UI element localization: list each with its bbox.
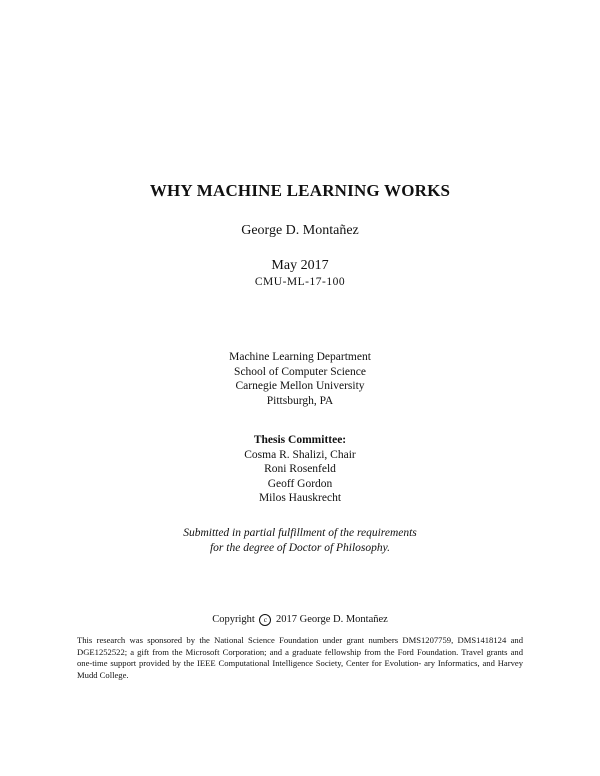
committee-member: Cosma R. Shalizi, Chair <box>244 448 356 461</box>
copyright-text: 2017 George D. Montañez <box>276 614 388 625</box>
thesis-title: WHY MACHINE LEARNING WORKS <box>149 181 451 200</box>
copyright-icon: c <box>259 614 271 626</box>
ack-line-3: Travel grants and one-time support provided by the IEEE Computational Intelligence Society, Center for Evolution- <box>77 646 523 668</box>
report-number: CMU-ML-17-100 <box>254 276 346 288</box>
affiliation-block <box>0 350 600 408</box>
location: Pittsburgh, PA <box>266 394 334 407</box>
copyright-prefix: Copyright <box>212 614 255 625</box>
department: Machine Learning Department <box>229 351 371 363</box>
submission-statement <box>0 526 600 555</box>
submission-line-1: Submitted in partial fulfillment of the requirements <box>183 527 417 539</box>
ack-line-1: This research was sponsored by the National Science Foundation under grant numbers DMS1207759, DMS1418124 <box>77 635 507 645</box>
ack-line-4: ary Informatics, and Harvey Mudd College. <box>77 658 523 680</box>
committee-member: Roni Rosenfeld <box>264 463 336 475</box>
submission-date: May 2017 <box>271 258 329 273</box>
university: Carnegie Mellon University <box>235 380 365 392</box>
thesis-committee <box>0 433 600 506</box>
school: School of Computer Science <box>234 365 366 378</box>
funding-acknowledgment <box>77 635 523 681</box>
committee-member: Milos Hauskrecht <box>258 492 342 504</box>
committee-member: Geoff Gordon <box>267 477 333 490</box>
copyright-notice <box>0 614 600 626</box>
submission-line-2: for the degree of Doctor of Philosophy. <box>209 541 391 554</box>
committee-heading: Thesis Committee: <box>253 434 347 446</box>
author-name: George D. Montañez <box>241 223 359 238</box>
ack-line-2: and DGE1252522; a gift from the Microsoft Corporation; and a graduate fellowship from the Ford Foundation. <box>77 635 523 657</box>
